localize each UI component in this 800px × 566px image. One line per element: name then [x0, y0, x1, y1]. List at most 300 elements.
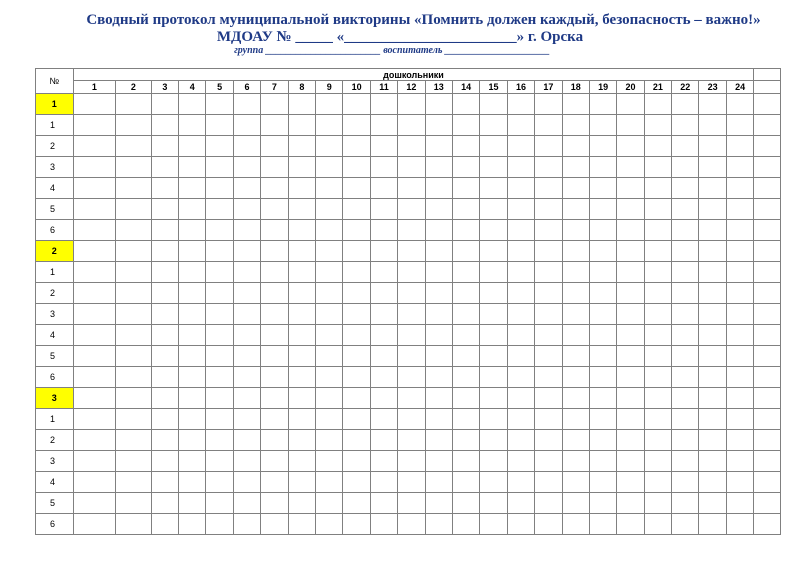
score-cell[interactable]	[116, 346, 152, 367]
score-cell[interactable]	[343, 409, 370, 430]
score-cell[interactable]	[151, 472, 178, 493]
score-cell[interactable]	[589, 325, 616, 346]
score-cell[interactable]	[672, 94, 699, 115]
score-cell[interactable]	[726, 346, 754, 367]
score-cell[interactable]	[179, 178, 206, 199]
score-cell[interactable]	[343, 136, 370, 157]
score-cell[interactable]	[699, 136, 726, 157]
score-cell[interactable]	[589, 409, 616, 430]
score-cell[interactable]	[754, 115, 781, 136]
score-cell[interactable]	[589, 283, 616, 304]
score-cell[interactable]	[699, 283, 726, 304]
score-cell[interactable]	[116, 136, 152, 157]
score-cell[interactable]	[452, 388, 479, 409]
score-cell[interactable]	[370, 367, 397, 388]
score-cell[interactable]	[699, 430, 726, 451]
score-cell[interactable]	[151, 451, 178, 472]
score-cell[interactable]	[480, 472, 507, 493]
score-cell[interactable]	[507, 367, 534, 388]
score-cell[interactable]	[316, 367, 343, 388]
score-cell[interactable]	[398, 220, 425, 241]
score-cell[interactable]	[398, 136, 425, 157]
score-cell[interactable]	[206, 241, 233, 262]
score-cell[interactable]	[233, 94, 260, 115]
score-cell[interactable]	[617, 304, 644, 325]
score-cell[interactable]	[151, 430, 178, 451]
score-cell[interactable]	[233, 241, 260, 262]
score-cell[interactable]	[452, 409, 479, 430]
score-cell[interactable]	[699, 325, 726, 346]
score-cell[interactable]	[179, 199, 206, 220]
score-cell[interactable]	[316, 409, 343, 430]
score-cell[interactable]	[562, 430, 589, 451]
score-cell[interactable]	[206, 472, 233, 493]
score-cell[interactable]	[644, 241, 671, 262]
score-cell[interactable]	[699, 346, 726, 367]
score-cell[interactable]	[699, 262, 726, 283]
score-cell[interactable]	[116, 304, 152, 325]
score-cell[interactable]	[343, 367, 370, 388]
score-cell[interactable]	[343, 199, 370, 220]
score-cell[interactable]	[261, 220, 288, 241]
score-cell[interactable]	[261, 430, 288, 451]
score-cell[interactable]	[589, 304, 616, 325]
score-cell[interactable]	[452, 136, 479, 157]
score-cell[interactable]	[343, 241, 370, 262]
score-cell[interactable]	[507, 493, 534, 514]
score-cell[interactable]	[754, 325, 781, 346]
score-cell[interactable]	[261, 199, 288, 220]
score-cell[interactable]	[535, 346, 562, 367]
score-cell[interactable]	[699, 388, 726, 409]
score-cell[interactable]	[617, 115, 644, 136]
score-cell[interactable]	[343, 325, 370, 346]
score-cell[interactable]	[425, 451, 452, 472]
score-cell[interactable]	[116, 451, 152, 472]
score-cell[interactable]	[179, 367, 206, 388]
score-cell[interactable]	[726, 262, 754, 283]
score-cell[interactable]	[480, 262, 507, 283]
score-cell[interactable]	[116, 325, 152, 346]
score-cell[interactable]	[398, 409, 425, 430]
score-cell[interactable]	[398, 514, 425, 535]
score-cell[interactable]	[617, 493, 644, 514]
score-cell[interactable]	[288, 283, 315, 304]
score-cell[interactable]	[535, 388, 562, 409]
score-cell[interactable]	[425, 262, 452, 283]
score-cell[interactable]	[589, 430, 616, 451]
score-cell[interactable]	[73, 283, 116, 304]
score-cell[interactable]	[480, 430, 507, 451]
score-cell[interactable]	[589, 136, 616, 157]
score-cell[interactable]	[589, 367, 616, 388]
score-cell[interactable]	[452, 283, 479, 304]
score-cell[interactable]	[398, 283, 425, 304]
score-cell[interactable]	[535, 283, 562, 304]
score-cell[interactable]	[754, 157, 781, 178]
score-cell[interactable]	[398, 472, 425, 493]
score-cell[interactable]	[699, 472, 726, 493]
score-cell[interactable]	[754, 409, 781, 430]
score-cell[interactable]	[288, 157, 315, 178]
score-cell[interactable]	[507, 346, 534, 367]
score-cell[interactable]	[151, 220, 178, 241]
score-cell[interactable]	[116, 115, 152, 136]
score-cell[interactable]	[316, 451, 343, 472]
score-cell[interactable]	[288, 346, 315, 367]
score-cell[interactable]	[179, 409, 206, 430]
score-cell[interactable]	[233, 199, 260, 220]
score-cell[interactable]	[73, 346, 116, 367]
score-cell[interactable]	[535, 94, 562, 115]
score-cell[interactable]	[151, 136, 178, 157]
score-cell[interactable]	[398, 388, 425, 409]
score-cell[interactable]	[116, 262, 152, 283]
score-cell[interactable]	[644, 94, 671, 115]
score-cell[interactable]	[151, 514, 178, 535]
score-cell[interactable]	[206, 388, 233, 409]
score-cell[interactable]	[617, 94, 644, 115]
score-cell[interactable]	[288, 472, 315, 493]
score-cell[interactable]	[754, 178, 781, 199]
score-cell[interactable]	[261, 409, 288, 430]
score-cell[interactable]	[116, 94, 152, 115]
score-cell[interactable]	[589, 157, 616, 178]
score-cell[interactable]	[233, 304, 260, 325]
score-cell[interactable]	[398, 493, 425, 514]
score-cell[interactable]	[754, 136, 781, 157]
score-cell[interactable]	[726, 451, 754, 472]
score-cell[interactable]	[726, 94, 754, 115]
score-cell[interactable]	[754, 220, 781, 241]
score-cell[interactable]	[425, 220, 452, 241]
score-cell[interactable]	[644, 283, 671, 304]
score-cell[interactable]	[316, 220, 343, 241]
score-cell[interactable]	[316, 115, 343, 136]
score-cell[interactable]	[480, 115, 507, 136]
score-cell[interactable]	[73, 388, 116, 409]
score-cell[interactable]	[535, 430, 562, 451]
score-cell[interactable]	[699, 514, 726, 535]
score-cell[interactable]	[151, 115, 178, 136]
score-cell[interactable]	[425, 94, 452, 115]
score-cell[interactable]	[179, 346, 206, 367]
score-cell[interactable]	[343, 157, 370, 178]
score-cell[interactable]	[343, 115, 370, 136]
score-cell[interactable]	[233, 325, 260, 346]
score-cell[interactable]	[206, 514, 233, 535]
score-cell[interactable]	[507, 115, 534, 136]
score-cell[interactable]	[535, 514, 562, 535]
score-cell[interactable]	[617, 325, 644, 346]
score-cell[interactable]	[233, 157, 260, 178]
score-cell[interactable]	[370, 157, 397, 178]
score-cell[interactable]	[699, 115, 726, 136]
score-cell[interactable]	[151, 493, 178, 514]
score-cell[interactable]	[73, 493, 116, 514]
score-cell[interactable]	[535, 472, 562, 493]
score-cell[interactable]	[425, 409, 452, 430]
score-cell[interactable]	[726, 115, 754, 136]
score-cell[interactable]	[672, 472, 699, 493]
score-cell[interactable]	[288, 94, 315, 115]
score-cell[interactable]	[206, 346, 233, 367]
score-cell[interactable]	[672, 283, 699, 304]
score-cell[interactable]	[672, 451, 699, 472]
score-cell[interactable]	[151, 94, 178, 115]
score-cell[interactable]	[343, 514, 370, 535]
score-cell[interactable]	[288, 199, 315, 220]
score-cell[interactable]	[261, 178, 288, 199]
score-cell[interactable]	[179, 430, 206, 451]
score-cell[interactable]	[316, 388, 343, 409]
score-cell[interactable]	[73, 115, 116, 136]
score-cell[interactable]	[288, 430, 315, 451]
score-cell[interactable]	[699, 493, 726, 514]
score-cell[interactable]	[699, 304, 726, 325]
score-cell[interactable]	[480, 94, 507, 115]
score-cell[interactable]	[343, 283, 370, 304]
score-cell[interactable]	[535, 220, 562, 241]
score-cell[interactable]	[73, 409, 116, 430]
score-cell[interactable]	[151, 388, 178, 409]
score-cell[interactable]	[261, 367, 288, 388]
score-cell[interactable]	[206, 304, 233, 325]
score-cell[interactable]	[73, 325, 116, 346]
score-cell[interactable]	[398, 178, 425, 199]
score-cell[interactable]	[316, 430, 343, 451]
score-cell[interactable]	[644, 451, 671, 472]
score-cell[interactable]	[726, 325, 754, 346]
score-cell[interactable]	[507, 178, 534, 199]
score-cell[interactable]	[726, 304, 754, 325]
score-cell[interactable]	[535, 199, 562, 220]
score-cell[interactable]	[672, 304, 699, 325]
score-cell[interactable]	[261, 136, 288, 157]
score-cell[interactable]	[617, 157, 644, 178]
score-cell[interactable]	[343, 304, 370, 325]
score-cell[interactable]	[589, 178, 616, 199]
score-cell[interactable]	[288, 388, 315, 409]
score-cell[interactable]	[370, 136, 397, 157]
score-cell[interactable]	[480, 409, 507, 430]
score-cell[interactable]	[116, 472, 152, 493]
score-cell[interactable]	[452, 346, 479, 367]
score-cell[interactable]	[343, 388, 370, 409]
score-cell[interactable]	[507, 94, 534, 115]
score-cell[interactable]	[589, 220, 616, 241]
score-cell[interactable]	[316, 94, 343, 115]
score-cell[interactable]	[589, 346, 616, 367]
score-cell[interactable]	[726, 367, 754, 388]
score-cell[interactable]	[398, 157, 425, 178]
score-cell[interactable]	[179, 262, 206, 283]
score-cell[interactable]	[562, 325, 589, 346]
score-cell[interactable]	[206, 262, 233, 283]
score-cell[interactable]	[535, 157, 562, 178]
score-cell[interactable]	[343, 94, 370, 115]
score-cell[interactable]	[288, 304, 315, 325]
score-cell[interactable]	[589, 514, 616, 535]
score-cell[interactable]	[507, 451, 534, 472]
score-cell[interactable]	[116, 367, 152, 388]
score-cell[interactable]	[507, 325, 534, 346]
score-cell[interactable]	[535, 304, 562, 325]
score-cell[interactable]	[370, 325, 397, 346]
score-cell[interactable]	[343, 493, 370, 514]
score-cell[interactable]	[73, 220, 116, 241]
score-cell[interactable]	[73, 241, 116, 262]
score-cell[interactable]	[261, 304, 288, 325]
score-cell[interactable]	[370, 430, 397, 451]
score-cell[interactable]	[288, 136, 315, 157]
score-cell[interactable]	[288, 115, 315, 136]
score-cell[interactable]	[261, 325, 288, 346]
score-cell[interactable]	[535, 451, 562, 472]
score-cell[interactable]	[73, 430, 116, 451]
score-cell[interactable]	[370, 283, 397, 304]
score-cell[interactable]	[726, 220, 754, 241]
score-cell[interactable]	[288, 241, 315, 262]
score-cell[interactable]	[233, 346, 260, 367]
score-cell[interactable]	[617, 178, 644, 199]
score-cell[interactable]	[73, 367, 116, 388]
score-cell[interactable]	[672, 388, 699, 409]
score-cell[interactable]	[754, 262, 781, 283]
score-cell[interactable]	[398, 115, 425, 136]
score-cell[interactable]	[726, 430, 754, 451]
score-cell[interactable]	[672, 493, 699, 514]
score-cell[interactable]	[754, 388, 781, 409]
score-cell[interactable]	[179, 472, 206, 493]
score-cell[interactable]	[452, 493, 479, 514]
score-cell[interactable]	[480, 346, 507, 367]
score-cell[interactable]	[617, 346, 644, 367]
score-cell[interactable]	[151, 325, 178, 346]
score-cell[interactable]	[452, 514, 479, 535]
score-cell[interactable]	[370, 451, 397, 472]
score-cell[interactable]	[398, 199, 425, 220]
score-cell[interactable]	[425, 136, 452, 157]
score-cell[interactable]	[480, 451, 507, 472]
score-cell[interactable]	[562, 493, 589, 514]
score-cell[interactable]	[507, 157, 534, 178]
score-cell[interactable]	[699, 94, 726, 115]
score-cell[interactable]	[644, 325, 671, 346]
score-cell[interactable]	[261, 94, 288, 115]
score-cell[interactable]	[672, 409, 699, 430]
score-cell[interactable]	[425, 346, 452, 367]
score-cell[interactable]	[507, 409, 534, 430]
score-cell[interactable]	[617, 136, 644, 157]
score-cell[interactable]	[316, 514, 343, 535]
score-cell[interactable]	[480, 325, 507, 346]
score-cell[interactable]	[73, 514, 116, 535]
score-cell[interactable]	[452, 220, 479, 241]
score-cell[interactable]	[116, 493, 152, 514]
score-cell[interactable]	[617, 388, 644, 409]
score-cell[interactable]	[507, 262, 534, 283]
score-cell[interactable]	[261, 388, 288, 409]
score-cell[interactable]	[726, 199, 754, 220]
score-cell[interactable]	[672, 241, 699, 262]
score-cell[interactable]	[73, 262, 116, 283]
score-cell[interactable]	[398, 367, 425, 388]
score-cell[interactable]	[116, 283, 152, 304]
score-cell[interactable]	[73, 157, 116, 178]
score-cell[interactable]	[425, 325, 452, 346]
score-cell[interactable]	[206, 94, 233, 115]
score-cell[interactable]	[535, 367, 562, 388]
score-cell[interactable]	[398, 346, 425, 367]
score-cell[interactable]	[261, 262, 288, 283]
score-cell[interactable]	[233, 115, 260, 136]
score-cell[interactable]	[206, 283, 233, 304]
score-cell[interactable]	[726, 472, 754, 493]
score-cell[interactable]	[288, 451, 315, 472]
score-cell[interactable]	[370, 199, 397, 220]
score-cell[interactable]	[316, 325, 343, 346]
score-cell[interactable]	[398, 430, 425, 451]
score-cell[interactable]	[206, 115, 233, 136]
score-cell[interactable]	[425, 115, 452, 136]
score-cell[interactable]	[644, 220, 671, 241]
score-cell[interactable]	[480, 514, 507, 535]
score-cell[interactable]	[562, 115, 589, 136]
score-cell[interactable]	[425, 430, 452, 451]
score-cell[interactable]	[206, 178, 233, 199]
score-cell[interactable]	[480, 304, 507, 325]
score-cell[interactable]	[699, 451, 726, 472]
score-cell[interactable]	[398, 94, 425, 115]
score-cell[interactable]	[644, 304, 671, 325]
score-cell[interactable]	[699, 157, 726, 178]
score-cell[interactable]	[179, 241, 206, 262]
score-cell[interactable]	[261, 472, 288, 493]
score-cell[interactable]	[316, 493, 343, 514]
score-cell[interactable]	[73, 472, 116, 493]
score-cell[interactable]	[726, 178, 754, 199]
score-cell[interactable]	[288, 325, 315, 346]
score-cell[interactable]	[116, 514, 152, 535]
score-cell[interactable]	[617, 472, 644, 493]
score-cell[interactable]	[507, 220, 534, 241]
score-cell[interactable]	[452, 115, 479, 136]
score-cell[interactable]	[617, 451, 644, 472]
score-cell[interactable]	[562, 241, 589, 262]
score-cell[interactable]	[726, 136, 754, 157]
score-cell[interactable]	[206, 157, 233, 178]
score-cell[interactable]	[116, 388, 152, 409]
score-cell[interactable]	[699, 199, 726, 220]
score-cell[interactable]	[316, 472, 343, 493]
score-cell[interactable]	[589, 472, 616, 493]
score-cell[interactable]	[398, 304, 425, 325]
score-cell[interactable]	[73, 451, 116, 472]
score-cell[interactable]	[151, 367, 178, 388]
score-cell[interactable]	[754, 304, 781, 325]
score-cell[interactable]	[151, 262, 178, 283]
score-cell[interactable]	[261, 115, 288, 136]
score-cell[interactable]	[179, 514, 206, 535]
score-cell[interactable]	[261, 241, 288, 262]
score-cell[interactable]	[562, 367, 589, 388]
score-cell[interactable]	[116, 220, 152, 241]
score-cell[interactable]	[398, 451, 425, 472]
score-cell[interactable]	[288, 514, 315, 535]
score-cell[interactable]	[589, 94, 616, 115]
score-cell[interactable]	[370, 178, 397, 199]
